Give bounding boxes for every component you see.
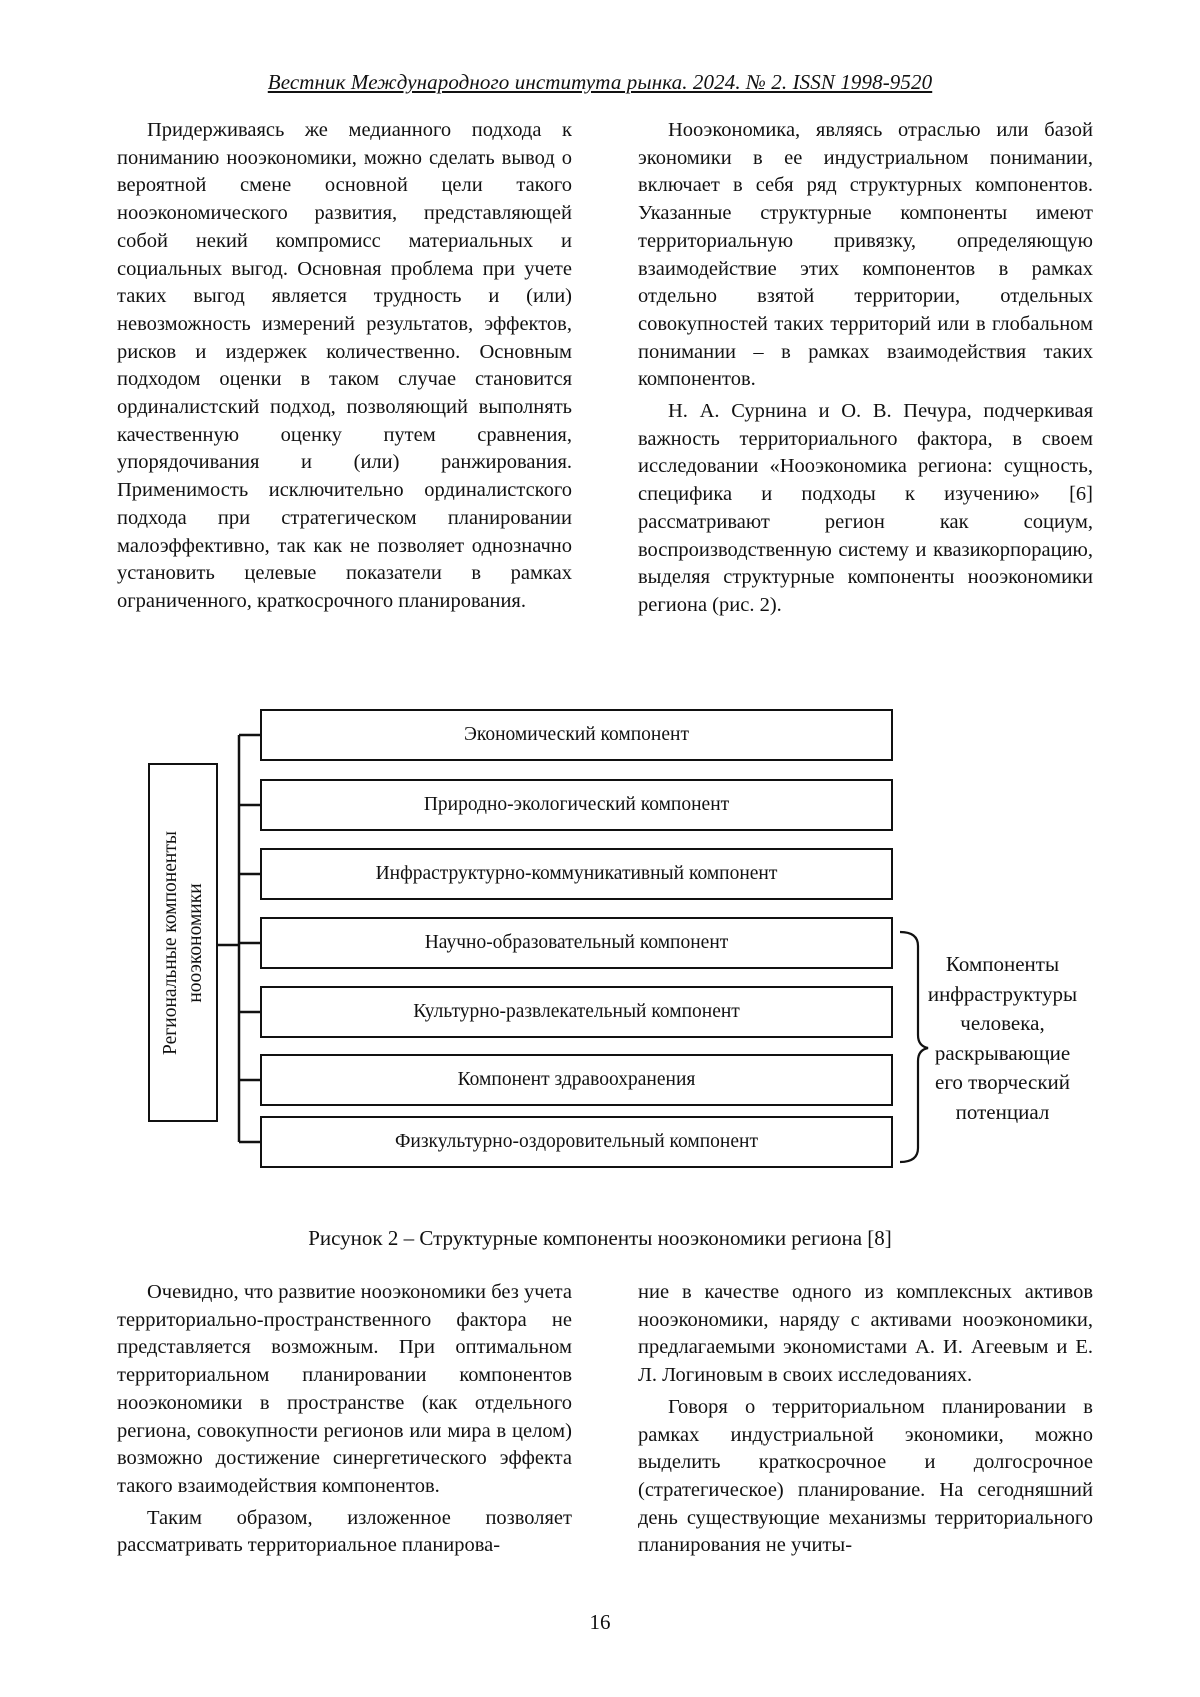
column-top-left	[117, 117, 572, 616]
paragraph: Н. А. Сурнина и О. В. Печура, подчеркивая важность территориального фактора, в своем исследовании «Нооэкономика региона: сущность, специфика и подходы к изучению» [6] рассматривают регион как социум, воспроизводственную систему и квазикорпорацию, выделяя структурные компоненты нооэкономики региона (рис. 2).	[638, 400, 1093, 616]
paragraph: Очевидно, что развитие нооэкономики без учета территориально-пространственного фактора не представляется возможным. При оптимальном территориальном планировании компонентов нооэкономики в пространстве (как отдельного региона, совокупности регионов или мира в целом) возможно достижение синергетического эффекта такого взаимодействия компонентов.	[117, 1281, 572, 1497]
side-label-line: Региональные компоненты	[160, 830, 181, 1055]
page-number: 16	[589, 1610, 611, 1634]
paragraph: Нооэкономика, являясь отраслью или базой экономики в ее индустриальном понимании, включает в себя ряд структурных компонентов. Указанные структурные компоненты имеют территориальную привязку, определяющую взаимодействие этих компонентов в рамках отдельно взятой территории, отдельных совокупностей таких территорий или в глобальном понимании – в рамках взаимодействия таких компонентов.	[638, 119, 1093, 391]
component-healthcare: Компонент здравоохранения	[260, 1054, 893, 1106]
side-label-line: нооэкономики	[185, 882, 206, 1003]
running-header: Вестник Международного института рынка. 2024. № 2. ISSN 1998-9520	[267, 70, 933, 94]
paragraph: ние в качестве одного из комплексных активов нооэкономики, наряду с активами нооэкономики, предлагаемыми экономистами А. И. Агеевым и Е. Л. Логиновым в своих исследованиях.	[638, 1281, 1093, 1387]
column-bottom-right	[638, 1279, 1093, 1560]
figure-caption: Рисунок 2 – Структурные компоненты нооэкономики региона [8]	[308, 1226, 892, 1250]
component-natural-ecological: Природно-экологический компонент	[260, 779, 893, 831]
column-top-right	[638, 117, 1093, 620]
component-cultural-entertainment: Культурно-развлекательный компонент	[260, 986, 893, 1038]
component-physical-wellness: Физкультурно-оздоровительный компонент	[260, 1116, 893, 1168]
regional-components-label	[158, 831, 208, 1055]
component-scientific-educational: Научно-образовательный компонент	[260, 917, 893, 969]
component-infrastructure-communicative: Инфраструктурно-коммуникативный компонент	[260, 848, 893, 900]
paragraph: Говоря о территориальном планировании в рамках индустриальной экономики, можно выделить краткосрочное и долгосрочное (стратегическое) планирование. На сегодняшний день существующие механизмы территориального планирования не учиты-	[638, 1395, 1093, 1557]
paragraph: Таким образом, изложенное позволяет рассматривать территориальное планирова-	[117, 1506, 572, 1557]
column-bottom-left	[117, 1279, 572, 1560]
paragraph: Придерживаясь же медианного подхода к пониманию нооэкономики, можно сделать вывод о вероятной смене основной цели такого нооэкономического развития, представляющей собой некий компромисс материальных и социальных выгод. Основная проблема при учете таких выгод является трудность и (или) невозможность измерений результатов, эффектов, рисков и издержек количественно. Основным подходом оценки в таком случае становится ординалистский подход, позволяющий выполнять качественную оценку путем сравнения, упорядочивания и (или) ранжирования. Применимость исключительно ординалистского подхода при стратегическом планировании малоэффективно, так как не позволяет однозначно установить целевые показатели в рамках ограниченного, краткосрочного планирования.	[117, 119, 572, 612]
curly-brace	[900, 932, 928, 1162]
component-economic: Экономический компонент	[260, 709, 893, 761]
bracket-label: Компоненты инфраструктуры человека, раскрывающие его творческий потенциал	[927, 952, 1078, 1124]
regional-components-box	[148, 763, 218, 1122]
